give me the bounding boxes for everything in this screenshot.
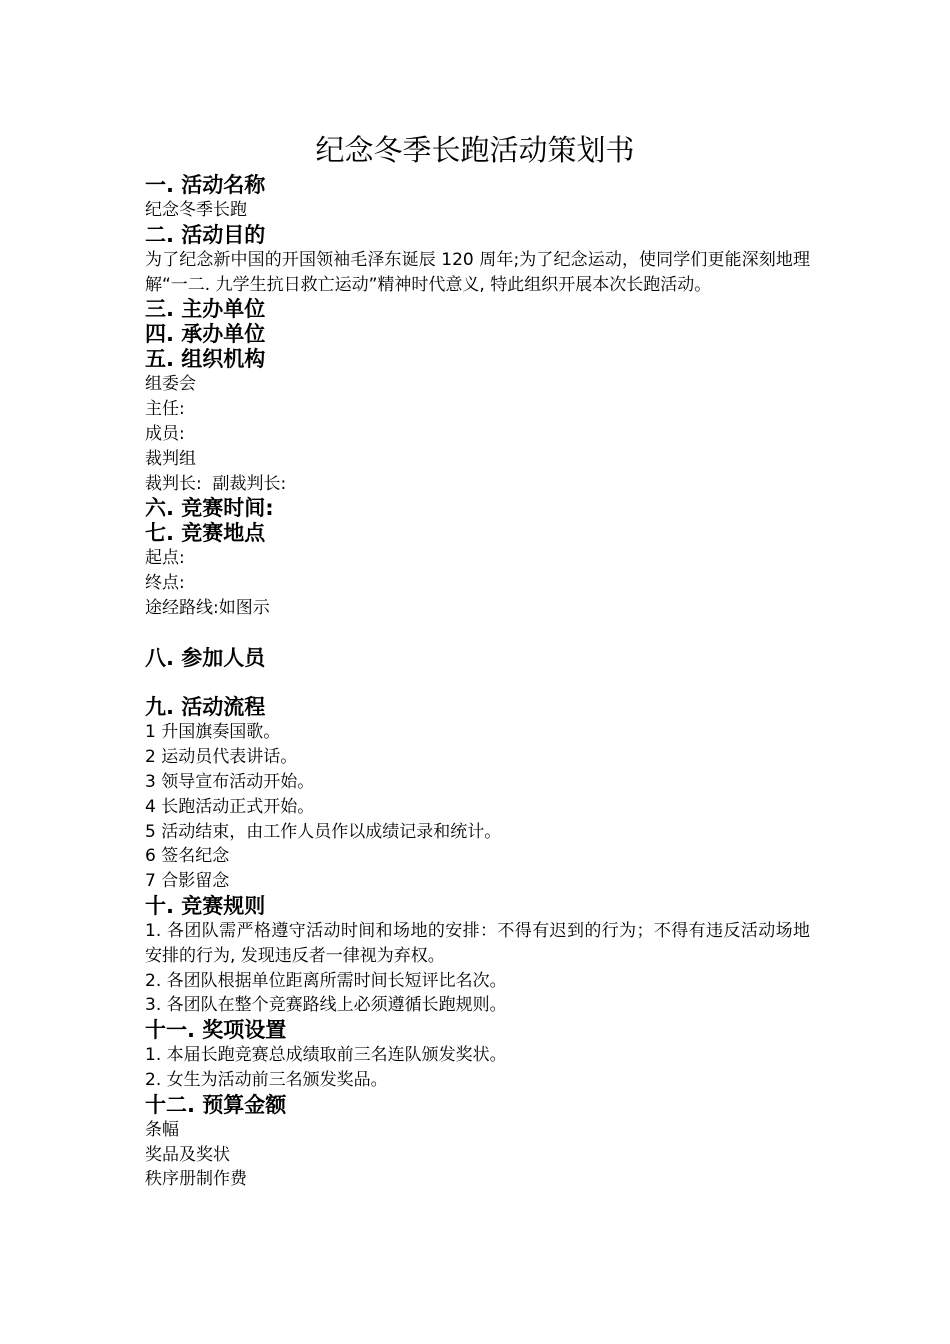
section-heading-budget: 十二. 预算金额 (145, 1092, 287, 1117)
organization-line: 组委会 (145, 374, 196, 395)
blank-line (145, 671, 810, 696)
organization-line: 裁判组 (145, 448, 196, 469)
rule-item: 1. 各团队需严格遵守活动时间和场地的安排：不得有迟到的行为；不得有违反活动场地安排的行为, 发现违反者一律视为弃权。 (145, 920, 810, 966)
section-heading-activity-name: 一. 活动名称 (145, 173, 266, 197)
award-item: 1. 本届长跑竞赛总成绩取前三名连队颁发奖状。 (145, 1045, 507, 1066)
document-title: 纪念冬季长跑活动策划书 (315, 133, 635, 167)
budget-item: 秩序册制作费 (145, 1169, 247, 1190)
procedure-step: 3 领导宣布活动开始。 (145, 771, 315, 792)
section-heading-purpose: 二. 活动目的 (145, 222, 266, 247)
organization-line: 主任: (145, 399, 185, 420)
organization-line: 裁判长: 副裁判长: (145, 473, 287, 494)
section-heading-participants: 八. 参加人员 (145, 645, 266, 670)
organization-line: 成员: (145, 423, 185, 444)
procedure-step: 1 升国旗奏国歌。 (145, 722, 281, 743)
rule-item: 3. 各团队在整个竞赛路线上必须遵循长跑规则。 (145, 995, 507, 1016)
section-heading-race-time: 六. 竞赛时间: (145, 496, 274, 521)
budget-item: 条幅 (145, 1119, 179, 1140)
section-heading-awards: 十一. 奖项设置 (145, 1018, 287, 1043)
purpose-paragraph: 为了纪念新中国的开国领袖毛泽东诞辰 120 周年;为了纪念运动，使同学们更能深刻地理解“一二. 九学生抗日救亡运动”精神时代意义, 特此组织开展本次长跑活动。 (145, 249, 810, 295)
activity-name-text: 纪念冬季长跑 (145, 200, 247, 220)
location-line: 终点: (145, 573, 185, 594)
award-item: 2. 女生为活动前三名颁发奖品。 (145, 1069, 388, 1090)
section-heading-rules: 十. 竞赛规则 (145, 893, 266, 918)
section-heading-organizer: 三. 主办单位 (145, 297, 266, 322)
procedure-step: 4 长跑活动正式开始。 (145, 796, 315, 817)
procedure-step: 7 合影留念 (145, 871, 230, 892)
procedure-step: 6 签名纪念 (145, 846, 230, 867)
document-body (145, 173, 810, 1192)
section-heading-race-location: 七. 竞赛地点 (145, 521, 266, 546)
procedure-step: 2 运动员代表讲话。 (145, 747, 298, 768)
section-heading-organization: 五. 组织机构 (145, 347, 266, 372)
location-line: 途经路线:如图示 (145, 597, 270, 618)
blank-line (145, 621, 810, 646)
section-heading-procedure: 九. 活动流程 (145, 695, 266, 720)
rule-item: 2. 各团队根据单位距离所需时间长短评比名次。 (145, 970, 507, 991)
location-line: 起点: (145, 548, 185, 569)
procedure-step: 5 活动结束，由工作人员作以成绩记录和统计。 (145, 821, 502, 842)
section-heading-co-organizer: 四. 承办单位 (145, 322, 266, 347)
budget-item: 奖品及奖状 (145, 1144, 230, 1165)
